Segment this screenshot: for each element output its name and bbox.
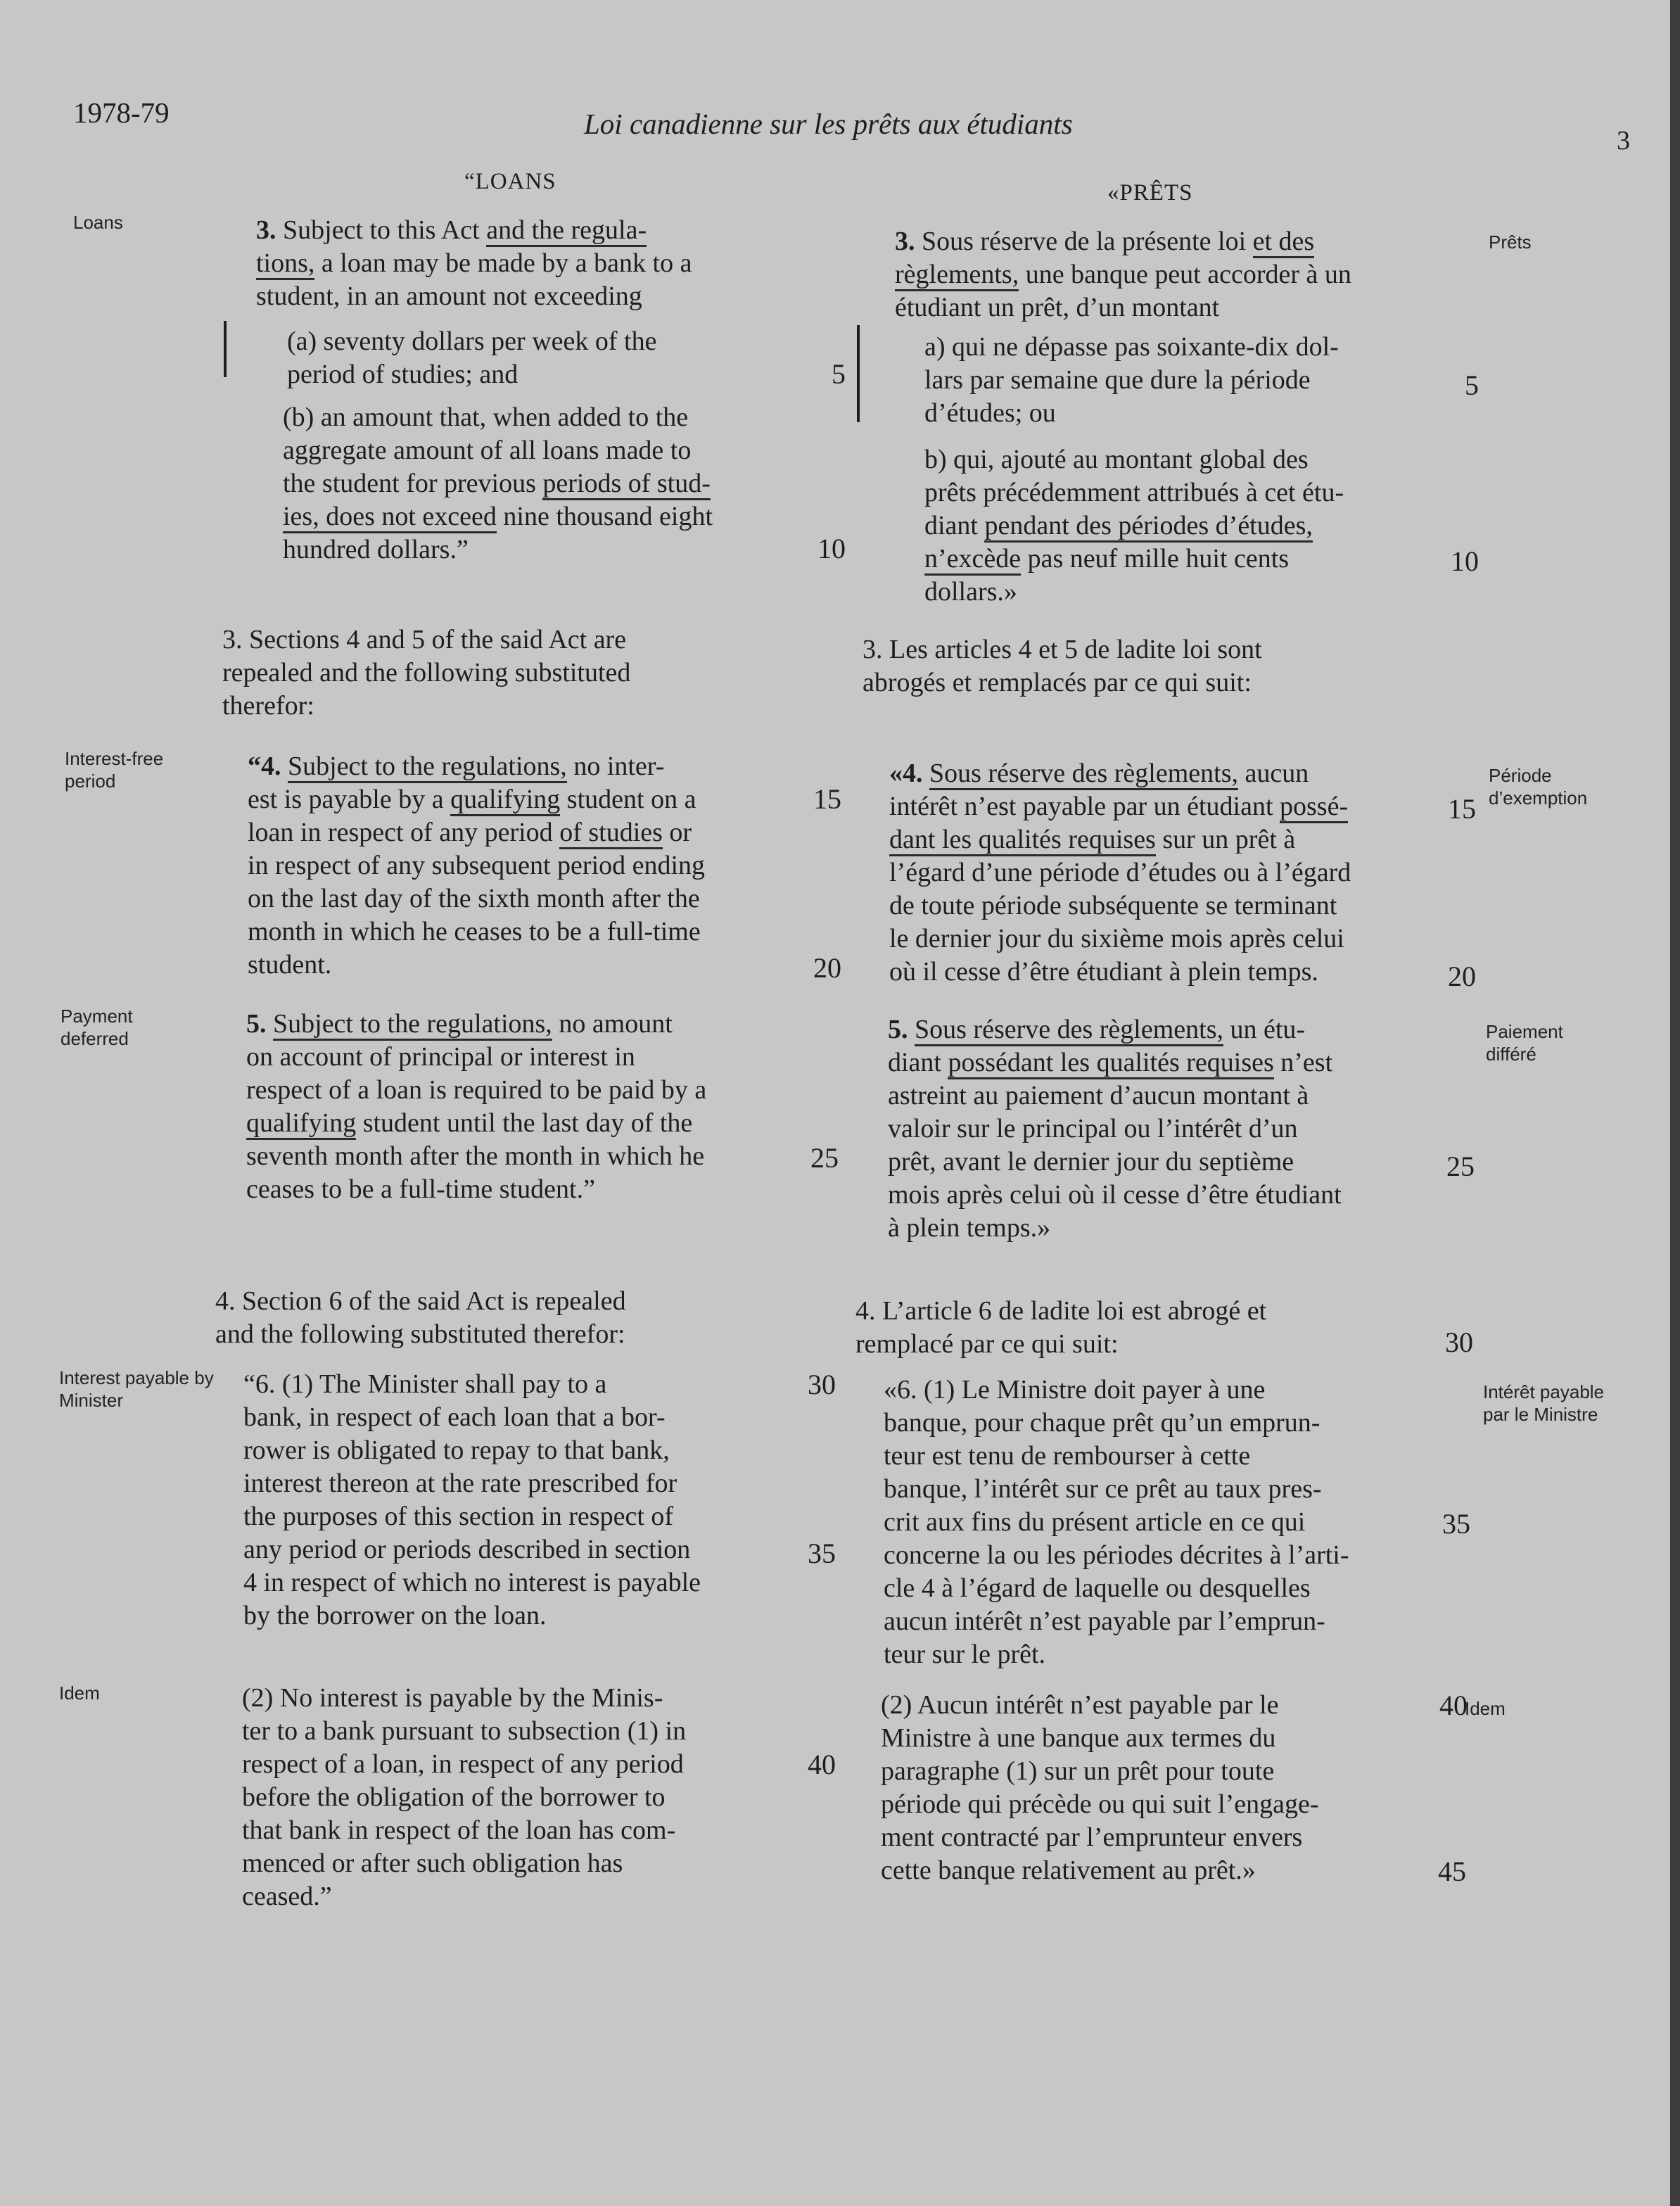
line-number-15-fr: 15	[1448, 793, 1476, 825]
line-number-40: 40	[808, 1749, 836, 1780]
change-bar-fr	[857, 325, 860, 422]
margin-note-payment-deferred: Payment deferred	[61, 1006, 133, 1049]
english-s3-b: (b) an amount that, when added to the aggregate amount of all loans made to the student for previous periods of stud- ies, does not exceed nine thousand eight hundred dollars.”	[283, 402, 713, 564]
line-number-20-fr: 20	[1448, 961, 1476, 992]
french-clause-4: 4. L’article 6 de ladite loi est abrogé et remplacé par ce qui suit:	[855, 1296, 1267, 1359]
header-year: 1978-79	[73, 96, 170, 129]
margin-note-periode-exemption: Période d’exemption	[1489, 765, 1588, 809]
line-number-25-fr: 25	[1446, 1150, 1475, 1182]
line-number-5: 5	[832, 358, 846, 390]
french-s6-2: (2) Aucun intérêt n’est payable par le Ministre à une banque aux termes du paragraphe (1) sur un prêt pour toute période qui précède ou qui suit l’engage- ment contracté par l’emprunteur envers cette banque relativement au prêt.»	[881, 1690, 1319, 1885]
margin-note-prets: Prêts	[1489, 232, 1532, 253]
english-s3-intro: 3. Subject to this Act and the regula- tions, a loan may be made by a bank to a student, in an amount not exceeding	[256, 215, 692, 311]
heading-prets: «PRÊTS	[1107, 180, 1193, 205]
line-number-30: 30	[808, 1369, 836, 1400]
line-number-20: 20	[813, 952, 841, 984]
english-s3-a: (a) seventy dollars per week of the period of studies; and	[287, 327, 657, 389]
line-number-40-fr: 40	[1439, 1690, 1468, 1721]
line-number-30-fr: 30	[1445, 1326, 1473, 1358]
line-number-25: 25	[810, 1141, 841, 1174]
line-number-10: 10	[817, 533, 846, 564]
margin-note-loans: Loans	[73, 212, 123, 233]
heading-loans: “LOANS	[464, 169, 556, 194]
line-number-15: 15	[813, 783, 841, 815]
english-s4: “4. Subject to the regulations, no inter- est is payable by a qualifying student on a loan in respect of any period of studies or in respect of any subsequent period ending on the last day of the sixth month after the month in which he ceases to be a full-time student.	[248, 752, 706, 980]
english-clause-4: 4. Section 6 of the said Act is repealed and the following substituted therefor:	[215, 1286, 626, 1349]
french-s3-b: b) qui, ajouté au montant global des prêts précédemment attribués à cet étu- diant pendant des périodes d’études, n’excède pas neuf mille huit cents dollars.»	[924, 445, 1344, 607]
french-s6-1: «6. (1) Le Ministre doit payer à une banque, pour chaque prêt qu’un emprun- teur est tenu de rembourser à cette banque, l’intérêt sur ce prêt au taux pres- crit aux fins du présent article en ce qui concerne la ou les périodes décrites à l’arti- cle 4 à l’égard de laquelle ou desquelles aucun intérêt n’est payable par l’emprun- teur sur le prêt.	[884, 1375, 1349, 1669]
line-number-5-fr: 5	[1465, 369, 1479, 401]
margin-note-interest-payable: Interest payable by Minister	[59, 1367, 214, 1411]
margin-note-paiement-differe: Paiement différé	[1486, 1021, 1563, 1065]
margin-note-interet-payable: Intérêt payable par le Ministre	[1483, 1381, 1605, 1425]
line-number-35: 35	[808, 1538, 836, 1569]
margin-note-interest-free: Interest-free period	[65, 748, 164, 792]
english-s5: 5. Subject to the regulations, no amount on account of principal or interest in respect of a loan is required to be paid by a qualifying student until the last day of the seventh month after the month in which he ceases to be a full-time student.”	[246, 1009, 707, 1204]
page-edge	[1670, 0, 1680, 2206]
french-s5: 5. Sous réserve des règlements, un étu- diant possédant les qualités requises n’est astreint au paiement d’aucun montant à valoir sur le principal ou l’intérêt d’un prêt, avant le dernier jour du septième mois après celui où il cesse d’être étudiant à plein temps.»	[888, 1015, 1342, 1243]
english-clause-3: 3. Sections 4 and 5 of the said Act are repealed and the following substituted therefor:	[222, 625, 631, 721]
line-number-45-fr: 45	[1438, 1856, 1466, 1887]
line-number-35-fr: 35	[1442, 1508, 1470, 1540]
french-clause-3: 3. Les articles 4 et 5 de ladite loi sont abrogés et remplacés par ce qui suit:	[863, 635, 1262, 697]
french-s3-a: a) qui ne dépasse pas soixante-dix dol- lars par semaine que dure la période d’études; ou	[924, 332, 1339, 428]
change-bar-en	[224, 321, 227, 377]
margin-note-idem-fr: Idem	[1465, 1698, 1506, 1719]
page-number: 3	[1617, 126, 1630, 156]
english-s6-2: (2) No interest is payable by the Minis- ter to a bank pursuant to subsection (1) in respect of a loan, in respect of any period before the obligation of the borrower to that bank in respect of the loan has com- menced or after such obligation has ceased.”	[242, 1683, 687, 1911]
french-s4: «4. Sous réserve des règlements, aucun intérêt n’est payable par un étudiant possé- dant les qualités requises sur un prêt à l’égard d’une période d’études ou à l’égard de toute période subséquente se terminant le dernier jour du sixième mois après celui où il cesse d’être étudiant à plein temps.	[889, 759, 1351, 987]
english-s6-1: “6. (1) The Minister shall pay to a bank, in respect of each loan that a bor- rower is obligated to repay to that bank, interest thereon at the rate prescribed for the purposes of this section in respect of any period or periods described in section 4 in respect of which no interest is payable by the borrower on the loan.	[243, 1369, 701, 1630]
margin-note-idem-en: Idem	[59, 1682, 100, 1704]
french-s3-intro: 3. Sous réserve de la présente loi et des règlements, une banque peut accorder à un étudiant un prêt, d’un montant	[895, 227, 1351, 322]
header-title: Loi canadienne sur les prêts aux étudiants	[584, 108, 1073, 140]
line-number-10-fr: 10	[1451, 545, 1479, 577]
